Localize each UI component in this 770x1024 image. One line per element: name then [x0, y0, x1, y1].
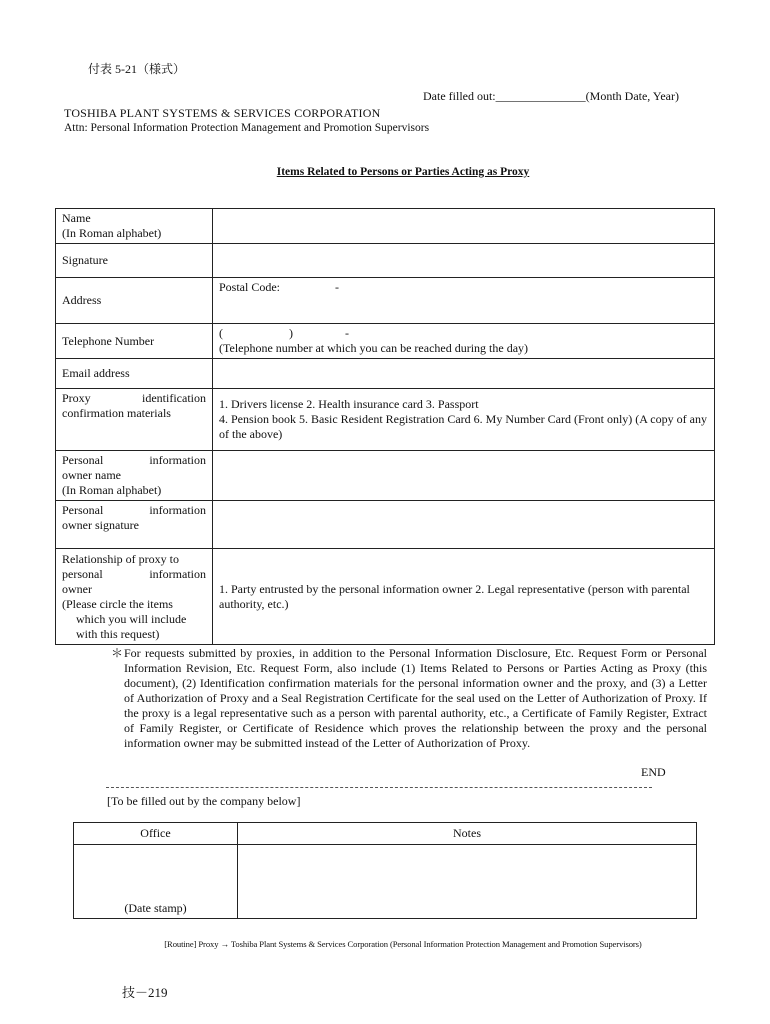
owner-signature-label: Personal information owner signature [56, 501, 213, 549]
date-filled-blank[interactable]: _______________ [495, 89, 586, 103]
date-filled-label: Date filled out: [423, 89, 496, 103]
document-reference: 付表 5-21（様式） [88, 62, 185, 76]
email-field[interactable] [213, 359, 715, 389]
row-relationship [56, 549, 715, 645]
office-header: Office [74, 823, 238, 845]
row-telephone [56, 324, 715, 359]
postal-code-dash: - [335, 280, 340, 294]
attention-line: Attn: Personal Information Protection Management and Promotion Supervisors [64, 122, 430, 134]
company-name: TOSHIBA PLANT SYSTEMS & SERVICES CORPORATION [64, 106, 381, 120]
proxy-id-label: Proxy identification confirmation materials [56, 389, 213, 451]
end-marker: END [641, 765, 666, 779]
row-address [56, 278, 715, 324]
name-field[interactable] [213, 209, 715, 244]
telephone-note: (Telephone number at which you can be reached during the day) [219, 341, 529, 355]
relationship-options[interactable]: 1. Party entrusted by the personal information owner 2. Legal representative (person with parental authority, etc.) [213, 549, 715, 645]
date-format-hint: (Month Date, Year) [585, 89, 679, 103]
relationship-label: Relationship of proxy to personal information owner (Please circle the items which you will include with this request) [56, 549, 213, 645]
signature-field[interactable] [213, 244, 715, 278]
telephone-label: Telephone Number [56, 324, 213, 359]
routing-footer: [Routine] Proxy → Toshiba Plant Systems & Services Corporation (Personal Information Protection Management and Promotion Supervisors) [164, 939, 642, 949]
row-signature [56, 244, 715, 278]
note-text: For requests submitted by proxies, in addition to the Personal Information Disclosure, Etc. Request Form or Personal Information Revision, Etc. Request Form, also include (1) Items Related to Persons or Parties Acting as Proxy (this document), (2) Identification confirmation materials for the personal information owner and the proxy, and (3) a Letter of Authorization of Proxy and a Seal Registration Certificate for the seal used on the Letter of Authorization of Proxy. If the proxy is a legal representative such as a person with parental authority, etc., a Certificate of Family Register, Extract of Family Register, or Certificate of Residence which proves the relationship between the proxy and the personal information owner may be submitted instead of the Letter of Authorization of Proxy. [124, 646, 707, 750]
note-asterisk: ＊ [111, 646, 124, 660]
row-email [56, 359, 715, 389]
row-owner-name [56, 451, 715, 501]
telephone-field[interactable]: ( ) - (Telephone number at which you can be reached during the day) [213, 324, 715, 359]
owner-name-label: Personal information owner name (In Roman alphabet) [56, 451, 213, 501]
form-title: Items Related to Persons or Parties Acting as Proxy [276, 166, 530, 178]
office-use-table [73, 822, 697, 919]
proxy-form-table [55, 208, 715, 645]
signature-label: Signature [56, 244, 213, 278]
owner-name-field[interactable] [213, 451, 715, 501]
page-number: 技－219 [122, 985, 168, 1000]
row-name [56, 209, 715, 244]
row-owner-signature [56, 501, 715, 549]
row-proxy-id [56, 389, 715, 451]
date-filled-line [423, 89, 679, 104]
address-field[interactable] [213, 278, 715, 324]
cut-line [106, 787, 652, 788]
address-label: Address [56, 278, 213, 324]
date-stamp-cell: (Date stamp) [74, 845, 238, 919]
notes-header: Notes [238, 823, 697, 845]
notes-field [238, 845, 697, 919]
email-label: Email address [56, 359, 213, 389]
proxy-note [111, 646, 707, 751]
owner-signature-field[interactable] [213, 501, 715, 549]
company-section-label: [To be filled out by the company below] [107, 794, 301, 808]
postal-code-label: Postal Code: [219, 280, 281, 294]
proxy-id-options[interactable]: 1. Drivers license 2. Health insurance card 3. Passport 4. Pension book 5. Basic Resident Registration Card 6. My Number Card (Front only) (A copy of any of the above) [213, 389, 715, 451]
name-label: Name (In Roman alphabet) [56, 209, 213, 244]
